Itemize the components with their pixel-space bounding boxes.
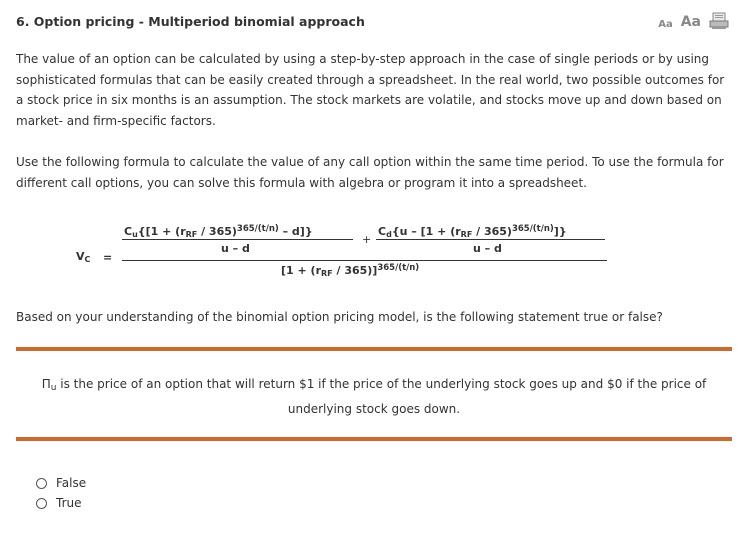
formula-lhs: $V_C$ [76,250,91,264]
term1-denominator: u – d [221,242,250,255]
increase-text-size-button[interactable]: Aa [680,14,701,30]
option-false[interactable] [36,473,86,493]
formula-equals: = [103,251,113,264]
formula-plus: + [362,233,372,246]
radio-true[interactable] [36,498,47,509]
intro-paragraph: The value of an option can be calculated by using a step-by-step approach in the case of single periods or by using sophisticated formulas that can be easily created through a spreadsheet. In the real world, two possible outcomes for a stock price in six months is an assumption. The stock markets are volatile, and stocks move up and down based on market- and firm-specific factors. [16,52,725,128]
main-denominator: $[1 + (r_{RF} / 365)]^{365/(t/n)}$ [281,263,420,278]
toolbar [658,12,729,30]
formula-instruction: Use the following formula to calculate the value of any call option within the same time period. To use the formula for different call options, you can solve this formula with algebra or program it into a spreadsheet. [16,155,724,190]
statement-text: $\Pi_u$ is the price of an option that will return $1 if the price of the underlying stock goes up and $0 if the price of underlying stock goes down. [41,377,707,416]
term1-numerator: $C_u\{[1 + (r_{RF} / 365)^{365/(t/n)} - d]\}$ [124,224,313,239]
option-false-label: False [56,476,87,490]
option-true[interactable] [36,493,86,513]
term2-denominator: u – d [473,242,502,255]
radio-false[interactable] [36,478,47,489]
question-prompt: Based on your understanding of the binomial option pricing model, is the following statement true or false? [16,310,663,324]
decrease-text-size-button[interactable]: Aa [658,19,673,30]
term2-fraction-bar [376,239,605,240]
main-fraction-bar [122,260,607,261]
statement-top-rule [16,347,732,351]
question-title: 6. Option pricing - Multiperiod binomial approach [16,14,365,29]
statement-bottom-rule [16,437,732,441]
option-true-label: True [56,496,82,510]
term1-fraction-bar [122,239,353,240]
term2-numerator: $C_d\{u - [1 + (r_{RF} / 365)^{365/(t/n)}]\}$ [378,224,567,239]
print-icon[interactable] [709,12,729,30]
answer-options [36,473,86,513]
